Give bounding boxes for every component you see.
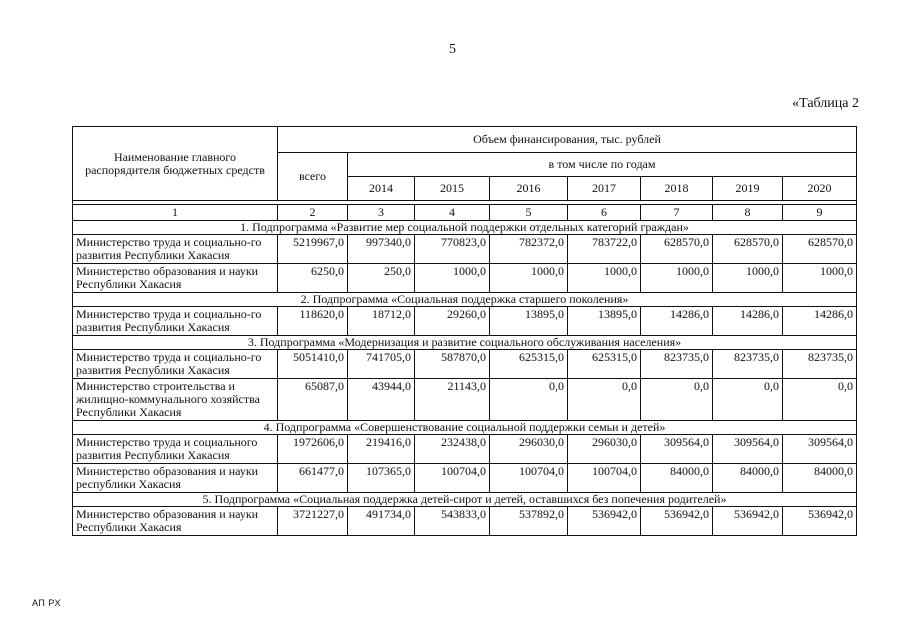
header-by-years: в том числе по годам [348, 153, 857, 177]
section-title-row [73, 221, 857, 235]
year-value: 1000,0 [568, 264, 641, 293]
section-title: 2. Подпрограмма «Социальная поддержка старшего поколения» [73, 293, 857, 307]
total-value: 661477,0 [278, 464, 348, 493]
year-value: 625315,0 [490, 350, 568, 379]
year-value: 536942,0 [713, 507, 783, 536]
column-number: 6 [568, 205, 641, 221]
total-value: 6250,0 [278, 264, 348, 293]
table-row [73, 264, 857, 293]
year-value: 625315,0 [568, 350, 641, 379]
section-title: 3. Подпрограмма «Модернизация и развитие социального обслуживания населения» [73, 336, 857, 350]
year-value: 0,0 [641, 379, 713, 421]
total-value: 5051410,0 [278, 350, 348, 379]
column-number: 3 [348, 205, 415, 221]
header-total: всего [278, 153, 348, 201]
year-value: 309564,0 [641, 435, 713, 464]
header-year: 2020 [783, 177, 857, 201]
column-number: 7 [641, 205, 713, 221]
year-value: 14286,0 [641, 307, 713, 336]
recipient-name: Министерство труда и социального развития Республики Хакасия [73, 435, 278, 464]
total-value: 118620,0 [278, 307, 348, 336]
year-value: 309564,0 [713, 435, 783, 464]
year-value: 1000,0 [415, 264, 490, 293]
year-value: 0,0 [568, 379, 641, 421]
year-value: 43944,0 [348, 379, 415, 421]
year-value: 823735,0 [783, 350, 857, 379]
year-value: 1000,0 [490, 264, 568, 293]
recipient-name: Министерство образования и науки республики Хакасия [73, 464, 278, 493]
year-value: 628570,0 [783, 235, 857, 264]
year-value: 250,0 [348, 264, 415, 293]
recipient-name: Министерство труда и социально-го развития Республики Хакасия [73, 307, 278, 336]
year-value: 84000,0 [783, 464, 857, 493]
year-value: 0,0 [783, 379, 857, 421]
year-value: 823735,0 [713, 350, 783, 379]
table-row [73, 350, 857, 379]
year-value: 232438,0 [415, 435, 490, 464]
column-number: 8 [713, 205, 783, 221]
header-funding: Объем финансирования, тыс. рублей [278, 127, 857, 153]
table-row [73, 379, 857, 421]
year-value: 84000,0 [713, 464, 783, 493]
year-value: 296030,0 [568, 435, 641, 464]
year-value: 536942,0 [641, 507, 713, 536]
column-number: 9 [783, 205, 857, 221]
column-number: 2 [278, 205, 348, 221]
year-value: 100704,0 [490, 464, 568, 493]
year-value: 997340,0 [348, 235, 415, 264]
year-value: 0,0 [713, 379, 783, 421]
year-value: 770823,0 [415, 235, 490, 264]
year-value: 536942,0 [568, 507, 641, 536]
year-value: 296030,0 [490, 435, 568, 464]
table-row [73, 235, 857, 264]
funding-table [72, 126, 857, 536]
year-value: 14286,0 [783, 307, 857, 336]
column-number: 1 [73, 205, 278, 221]
year-value: 823735,0 [641, 350, 713, 379]
year-value: 100704,0 [568, 464, 641, 493]
year-value: 536942,0 [783, 507, 857, 536]
recipient-name: Министерство образования и науки Республики Хакасия [73, 264, 278, 293]
year-value: 309564,0 [783, 435, 857, 464]
year-value: 1000,0 [641, 264, 713, 293]
year-value: 21143,0 [415, 379, 490, 421]
year-value: 14286,0 [713, 307, 783, 336]
section-title-row [73, 293, 857, 307]
section-title-row [73, 493, 857, 507]
header-year: 2016 [490, 177, 568, 201]
footer-mark: АП РХ [32, 598, 61, 608]
column-numbers-row [73, 205, 857, 221]
header-year: 2017 [568, 177, 641, 201]
year-value: 100704,0 [415, 464, 490, 493]
table-row [73, 435, 857, 464]
recipient-name: Министерство строительства и жилищно-коммунального хозяйства Республики Хакасия [73, 379, 278, 421]
column-number: 5 [490, 205, 568, 221]
year-value: 18712,0 [348, 307, 415, 336]
section-title: 5. Подпрограмма «Социальная поддержка детей-сирот и детей, оставшихся без попечения родителей» [73, 493, 857, 507]
year-value: 84000,0 [641, 464, 713, 493]
recipient-name: Министерство труда и социально-го развития Республики Хакасия [73, 350, 278, 379]
table-row [73, 464, 857, 493]
year-value: 628570,0 [641, 235, 713, 264]
year-value: 1000,0 [783, 264, 857, 293]
column-number: 4 [415, 205, 490, 221]
table-row [73, 507, 857, 536]
total-value: 65087,0 [278, 379, 348, 421]
year-value: 783722,0 [568, 235, 641, 264]
section-title-row [73, 421, 857, 435]
year-value: 741705,0 [348, 350, 415, 379]
year-value: 782372,0 [490, 235, 568, 264]
header-year: 2015 [415, 177, 490, 201]
total-value: 1972606,0 [278, 435, 348, 464]
total-value: 3721227,0 [278, 507, 348, 536]
header-year: 2019 [713, 177, 783, 201]
year-value: 543833,0 [415, 507, 490, 536]
year-value: 587870,0 [415, 350, 490, 379]
total-value: 5219967,0 [278, 235, 348, 264]
year-value: 13895,0 [568, 307, 641, 336]
table-row [73, 307, 857, 336]
page-number: 5 [449, 42, 456, 57]
recipient-name: Министерство образования и науки Республики Хакасия [73, 507, 278, 536]
table-caption: «Таблица 2 [792, 96, 859, 111]
header-year: 2014 [348, 177, 415, 201]
year-value: 219416,0 [348, 435, 415, 464]
year-value: 628570,0 [713, 235, 783, 264]
recipient-name: Министерство труда и социально-го развития Республики Хакасия [73, 235, 278, 264]
year-value: 29260,0 [415, 307, 490, 336]
year-value: 107365,0 [348, 464, 415, 493]
year-value: 13895,0 [490, 307, 568, 336]
section-title: 1. Подпрограмма «Развитие мер социальной поддержки отдельных категорий граждан» [73, 221, 857, 235]
year-value: 1000,0 [713, 264, 783, 293]
section-title-row [73, 336, 857, 350]
year-value: 537892,0 [490, 507, 568, 536]
header-name-column: Наименование главного распорядителя бюджетных средств [73, 127, 278, 201]
header-year: 2018 [641, 177, 713, 201]
section-title: 4. Подпрограмма «Совершенствование социальной поддержки семьи и детей» [73, 421, 857, 435]
year-value: 0,0 [490, 379, 568, 421]
year-value: 491734,0 [348, 507, 415, 536]
